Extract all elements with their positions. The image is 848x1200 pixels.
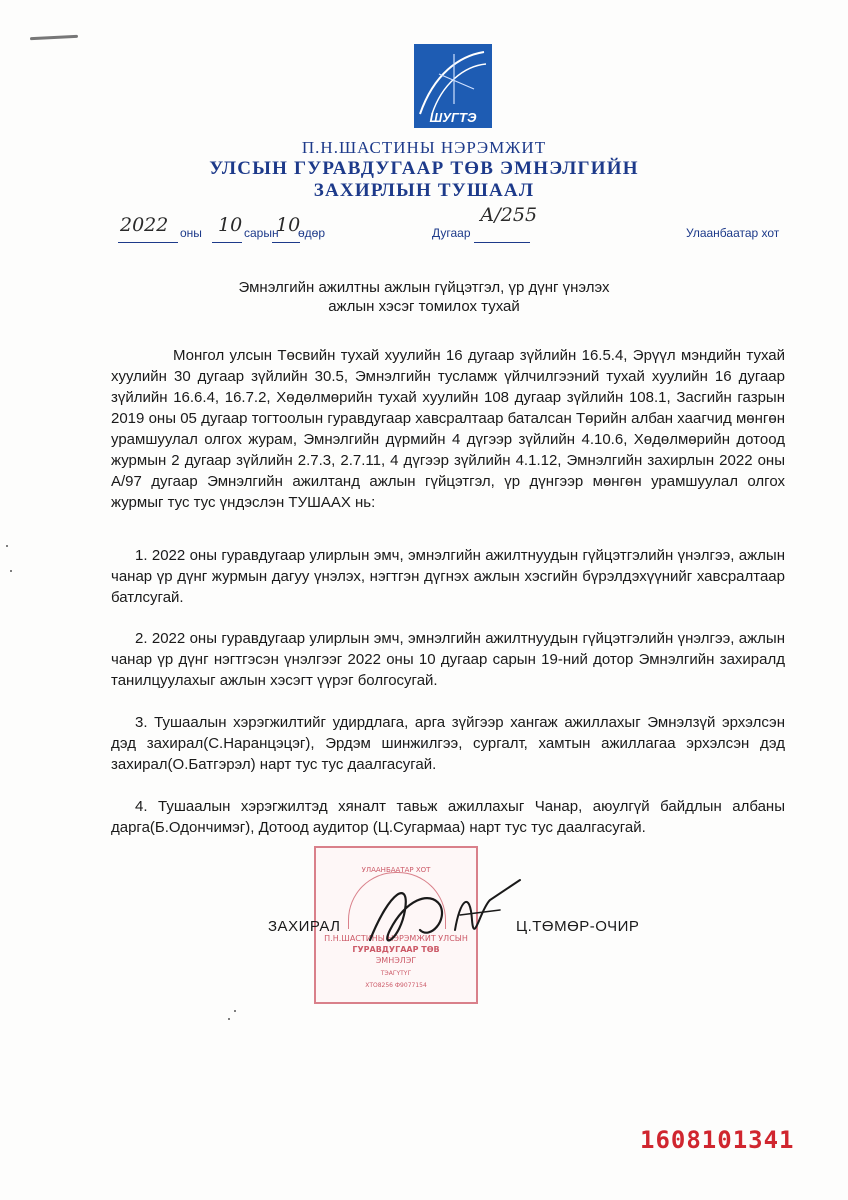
day-label: өдөр bbox=[298, 226, 326, 240]
document-title bbox=[0, 278, 848, 316]
stamp-line-3: ЭМНЭЛЭГ bbox=[375, 956, 417, 965]
title-line-1: Эмнэлгийн ажилтны ажлын гүйцэтгэл, үр дүнг үнэлэх bbox=[238, 279, 610, 296]
scan-speck bbox=[10, 570, 12, 572]
order-item-2: 2. 2022 оны гуравдугаар улирлын эмч, эмнэлгийн ажилтнуудын гүйцэтгэлийн үнэлгээ, ажлын чанар үр дүнг нэгтгэсэн үнэлгээг 2022 оны 10 дугаар сарын 19-ний дотор Эмнэлгийн захиралд танилцуулахыг ажлын хэсэгт үүрэг болгосугай. bbox=[111, 630, 785, 689]
logo-text: ШУГТЭ bbox=[429, 110, 477, 125]
order-item-1: 1. 2022 оны гуравдугаар улирлын эмч, эмнэлгийн ажилтнуудын гүйцэтгэлийн үнэлгээ, ажлын чанар үр дүнг журмын дагуу үнэлэх, нэгтгэн дүгнэх ажлын хэсгийн бүрэлдэхүүнийг хавсралтаар батлсугай. bbox=[111, 547, 785, 606]
hospital-logo-icon bbox=[414, 44, 492, 128]
header-line-2: УЛСЫН ГУРАВДУГААР ТӨВ ЭМНЭЛГИЙН bbox=[209, 158, 639, 179]
year-label: оны bbox=[180, 226, 202, 240]
stamp-line-1: П.Н.ШАСТИНЫ НЭРЭМЖИТ УЛСЫН bbox=[324, 934, 468, 943]
month-value: 10 bbox=[218, 214, 243, 236]
header-line-3: ЗАХИРЛЫН ТУШААЛ bbox=[313, 180, 535, 201]
stamp-line-5: ХТО8256 Ф9077154 bbox=[365, 982, 427, 989]
number-value: А/255 bbox=[480, 204, 538, 226]
signature-label: ЗАХИРАЛ bbox=[268, 918, 341, 935]
date-number-row bbox=[118, 204, 788, 242]
stamp-line-4: ТЭАГҮТҮГ bbox=[380, 970, 412, 977]
serial-number: 1608101341 bbox=[640, 1126, 795, 1154]
scan-speck bbox=[234, 1010, 236, 1012]
scan-speck bbox=[6, 545, 8, 547]
day-value: 10 bbox=[276, 214, 301, 236]
year-value: 2022 bbox=[120, 214, 169, 236]
title-line-2: ажлын хэсэг томилох тухай bbox=[328, 298, 520, 315]
city-label: Улаанбаатар хот bbox=[686, 226, 780, 240]
director-name: Ц.ТӨМӨР-ОЧИР bbox=[516, 918, 640, 935]
order-item-3: 3. Тушаалын хэрэгжилтийг удирдлага, арга зүйгээр хангаж ажиллахыг Эмнэлзүй эрхэлсэн дэд захирал(С.Наранцэцэг), Эрдэм шинжилгээ, сургалт, хамтын ажиллагаа эрхэлсэн дэд захирал(О.Батгэрэл) нарт тус тус даалгасугай. bbox=[111, 714, 785, 773]
stamp-top-text: УЛААНБААТАР ХОТ bbox=[361, 866, 431, 874]
scan-speck bbox=[228, 1018, 230, 1020]
header-line-1: П.Н.ШАСТИНЫ НЭРЭМЖИТ bbox=[301, 138, 547, 157]
number-label: Дугаар bbox=[432, 226, 471, 240]
month-label: сарын bbox=[244, 226, 279, 240]
stamp-line-2: ГУРАВДУГААР ТӨВ bbox=[352, 945, 440, 954]
scan-mark bbox=[30, 35, 78, 41]
order-item-4: 4. Тушаалын хэрэгжилтэд хяналт тавьж ажиллахыг Чанар, аюулгүй байдлын албаны дарга(Б.Одончимэг), Дотоод аудитор (Ц.Сугармаа) нарт тус тус даалгасугай. bbox=[111, 798, 785, 836]
handwritten-signature-icon bbox=[360, 870, 530, 960]
preamble-paragraph: Монгол улсын Төсвийн тухай хуулийн 16 дугаар зүйлийн 16.5.4, Эрүүл мэндийн тухай хуулийн 30 дугаар зүйлийн 30.5, Эмнэлгийн тусламж үйлчилгээний тухай хуулийн 16 дугаар зүйлийн 16.6.4, 16.7.2, Хөдөлмөрийн тухай хуулийн 108 дугаар зүйлийн 108.1, Засгийн газрын 2019 оны 05 дугаар тогтоолын гуравдугаар хавсралтаар баталсан Төрийн албан хаагчид мөнгөн урамшуулал олгох журам, Эмнэлгийн дүрмийн 4 дүгээр зүйлийн 4.10.6, Хөдөлмөрийн дотоод журмын 2 дугаар зүйлийн 2.7.3, 2.7.11, 4 дүгээр зүйлийн 4.1.12, Эмнэлгийн захирлын 2022 оны А/97 дугаар Эмнэлгийн ажилтанд ажлын гүйцэтгэл, үр дүнгээр мөнгөн урамшуулал олгох журмыг тус тус үндэслэн ТУШААХ нь: bbox=[111, 347, 785, 511]
